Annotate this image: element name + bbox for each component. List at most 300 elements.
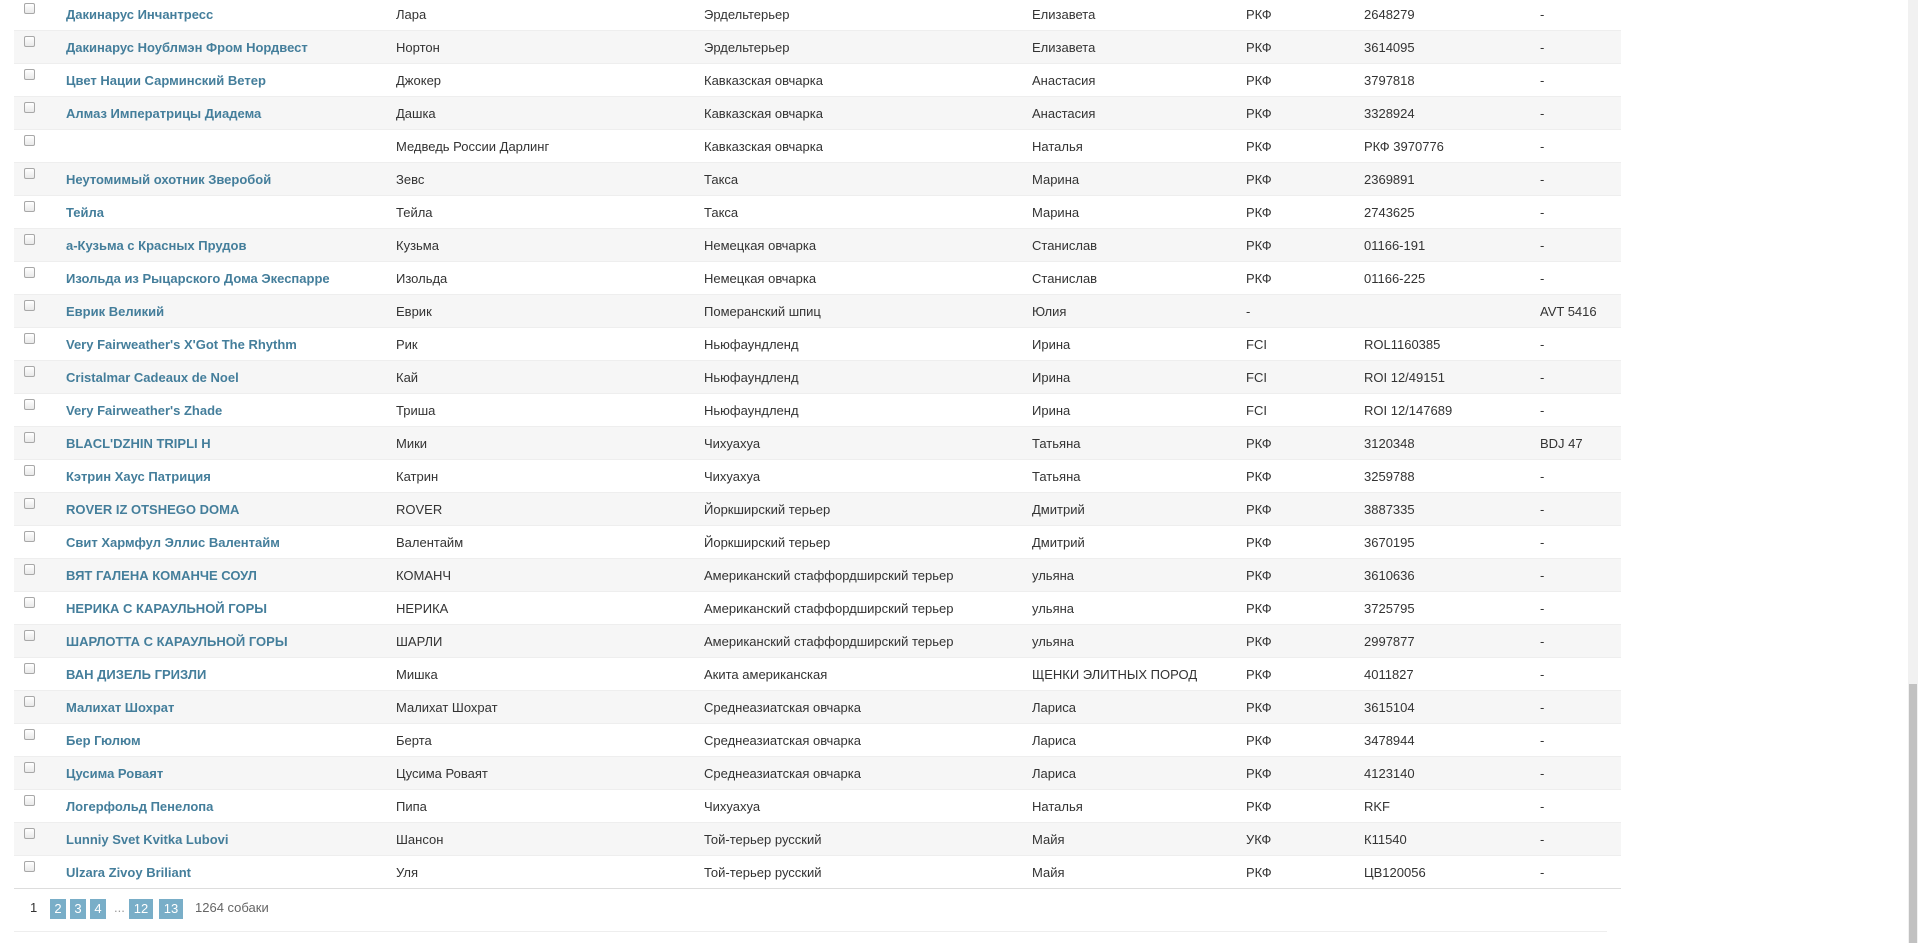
dog-name-link[interactable]: ВЯТ ГАЛЕНА КОМАНЧЕ СОУЛ	[66, 567, 257, 583]
dog-owner: Майя	[1032, 823, 1246, 856]
dog-owner: Лариса	[1032, 757, 1246, 790]
dog-chip: -	[1540, 658, 1621, 691]
dog-name-link[interactable]: ROVER IZ OTSHEGO DOMA	[66, 501, 240, 517]
dog-chip: BDJ 47	[1540, 427, 1621, 460]
dog-organization: РКФ	[1246, 790, 1364, 823]
row-select-checkbox[interactable]	[24, 333, 35, 344]
dog-owner: Ирина	[1032, 394, 1246, 427]
dog-nickname: Мишка	[396, 658, 704, 691]
dog-pedigree-number: 3887335	[1364, 493, 1540, 526]
row-select-cell	[14, 328, 66, 361]
dog-organization: РКФ	[1246, 97, 1364, 130]
dog-nickname: Нортон	[396, 31, 704, 64]
table-row	[14, 493, 1621, 526]
dog-organization: FCI	[1246, 361, 1364, 394]
dog-chip: -	[1540, 394, 1621, 427]
dog-nickname: Кузьма	[396, 229, 704, 262]
row-select-cell	[14, 724, 66, 757]
row-select-checkbox[interactable]	[24, 861, 35, 872]
row-select-cell	[14, 757, 66, 790]
page-link-2[interactable]: 2	[50, 899, 66, 919]
vertical-scrollbar[interactable]	[1908, 0, 1918, 943]
dog-breed: Чихуахуа	[704, 460, 1032, 493]
dog-chip: -	[1540, 625, 1621, 658]
dog-pedigree-number: 3259788	[1364, 460, 1540, 493]
dog-nickname: Медведь России Дарлинг	[396, 130, 704, 163]
table-row	[14, 262, 1621, 295]
dog-nickname: Пипа	[396, 790, 704, 823]
result-count: 1264 собаки	[195, 900, 269, 915]
dog-name-cell	[66, 394, 396, 427]
dog-chip: -	[1540, 559, 1621, 592]
dog-owner: Майя	[1032, 856, 1246, 889]
dog-pedigree-number: 01166-225	[1364, 262, 1540, 295]
dog-organization: FCI	[1246, 394, 1364, 427]
row-select-checkbox[interactable]	[24, 762, 35, 773]
row-select-checkbox[interactable]	[24, 795, 35, 806]
dog-owner: ульяна	[1032, 559, 1246, 592]
dog-owner: Наталья	[1032, 130, 1246, 163]
dog-owner: Наталья	[1032, 790, 1246, 823]
dog-organization: РКФ	[1246, 163, 1364, 196]
dog-name-link[interactable]: Ulzara Zivoy Briliant	[66, 864, 191, 880]
row-select-cell	[14, 460, 66, 493]
row-select-checkbox[interactable]	[24, 168, 35, 179]
dog-organization: -	[1246, 295, 1364, 328]
table-row	[14, 691, 1621, 724]
dog-owner: Лариса	[1032, 691, 1246, 724]
row-select-cell	[14, 130, 66, 163]
dog-nickname: Шансон	[396, 823, 704, 856]
dog-chip: -	[1540, 64, 1621, 97]
dog-name-link[interactable]: Изольда из Рыцарского Дома Экеспарре	[66, 270, 330, 286]
dog-chip: -	[1540, 328, 1621, 361]
dog-name-link[interactable]: Логерфольд Пенелопа	[66, 798, 214, 814]
dog-nickname: КОМАНЧ	[396, 559, 704, 592]
dog-name-link[interactable]: Very Fairweather's Zhade	[66, 402, 223, 418]
row-select-cell	[14, 559, 66, 592]
dog-breed: Чихуахуа	[704, 427, 1032, 460]
dog-nickname: Мики	[396, 427, 704, 460]
dog-name-link[interactable]: Дакинарус Инчантресс	[66, 6, 214, 22]
dog-name-link[interactable]: Цусима Роваят	[66, 765, 164, 781]
dog-chip: -	[1540, 757, 1621, 790]
table-row	[14, 295, 1621, 328]
dog-nickname: Джокер	[396, 64, 704, 97]
dog-pedigree-number: 3725795	[1364, 592, 1540, 625]
dog-pedigree-number: 3478944	[1364, 724, 1540, 757]
dog-chip: -	[1540, 262, 1621, 295]
table-row	[14, 64, 1621, 97]
dog-name-link[interactable]: Неутомимый охотник Зверобой	[66, 171, 272, 187]
dog-chip: -	[1540, 493, 1621, 526]
dog-name-link[interactable]: Lunniy Svet Kvitka Lubovi	[66, 831, 229, 847]
dog-owner: Юлия	[1032, 295, 1246, 328]
dog-name-cell	[66, 790, 396, 823]
dog-organization: FCI	[1246, 328, 1364, 361]
dog-pedigree-number: 2743625	[1364, 196, 1540, 229]
dog-owner: Елизавета	[1032, 31, 1246, 64]
dog-nickname: Цусима Роваят	[396, 757, 704, 790]
dog-pedigree-number: 3797818	[1364, 64, 1540, 97]
dog-owner: Лариса	[1032, 724, 1246, 757]
dog-pedigree-number: 3614095	[1364, 31, 1540, 64]
dog-owner: Марина	[1032, 196, 1246, 229]
dog-name-link[interactable]: Еврик Великий	[66, 303, 165, 319]
dog-chip: -	[1540, 592, 1621, 625]
dog-organization: РКФ	[1246, 64, 1364, 97]
dog-breed: Эрдельтерьер	[704, 0, 1032, 31]
dog-pedigree-number: 3328924	[1364, 97, 1540, 130]
dog-pedigree-number: ROI 12/147689	[1364, 394, 1540, 427]
row-select-cell	[14, 64, 66, 97]
dog-nickname: Дашка	[396, 97, 704, 130]
dog-name-cell	[66, 559, 396, 592]
row-select-cell	[14, 262, 66, 295]
dog-pedigree-number: 4123140	[1364, 757, 1540, 790]
table-row	[14, 0, 1621, 31]
dog-breed: Среднеазиатская овчарка	[704, 724, 1032, 757]
dog-pedigree-number: 4011827	[1364, 658, 1540, 691]
table-row	[14, 196, 1621, 229]
dog-breed: Померанский шпиц	[704, 295, 1032, 328]
row-select-checkbox[interactable]	[24, 432, 35, 443]
row-select-checkbox[interactable]	[24, 300, 35, 311]
dog-breed: Немецкая овчарка	[704, 262, 1032, 295]
dog-organization: РКФ	[1246, 658, 1364, 691]
dog-owner: Ирина	[1032, 361, 1246, 394]
row-select-checkbox[interactable]	[24, 498, 35, 509]
table-row	[14, 724, 1621, 757]
dog-organization: РКФ	[1246, 592, 1364, 625]
dog-name-link[interactable]: Дакинарус Ноублмэн Фром Нордвест	[66, 39, 308, 55]
dog-name-link[interactable]: Бер Гюлюм	[66, 732, 141, 748]
dog-organization: РКФ	[1246, 196, 1364, 229]
dog-name-cell	[66, 757, 396, 790]
dog-organization: РКФ	[1246, 427, 1364, 460]
dog-owner: Анастасия	[1032, 97, 1246, 130]
dog-organization: РКФ	[1246, 526, 1364, 559]
row-select-cell	[14, 823, 66, 856]
table-row	[14, 460, 1621, 493]
dog-organization: РКФ	[1246, 460, 1364, 493]
table-row	[14, 757, 1621, 790]
dog-chip: -	[1540, 163, 1621, 196]
table-row	[14, 625, 1621, 658]
table-row	[14, 97, 1621, 130]
row-select-cell	[14, 295, 66, 328]
row-select-cell	[14, 31, 66, 64]
page-link-3[interactable]: 3	[70, 899, 86, 919]
dog-pedigree-number: 3615104	[1364, 691, 1540, 724]
dog-pedigree-number: ЦВ120056	[1364, 856, 1540, 889]
dog-nickname: Рик	[396, 328, 704, 361]
row-select-checkbox[interactable]	[24, 201, 35, 212]
dog-chip: -	[1540, 460, 1621, 493]
dog-breed: Эрдельтерьер	[704, 31, 1032, 64]
dog-breed: Такса	[704, 196, 1032, 229]
dog-breed: Ньюфаундленд	[704, 361, 1032, 394]
dog-chip: -	[1540, 196, 1621, 229]
dog-name-cell	[66, 658, 396, 691]
dog-chip: -	[1540, 823, 1621, 856]
dog-chip: -	[1540, 0, 1621, 31]
dog-name-link[interactable]: а-Кузьма с Красных Прудов	[66, 237, 247, 253]
dog-nickname: Уля	[396, 856, 704, 889]
dog-name-cell	[66, 724, 396, 757]
dog-organization: РКФ	[1246, 559, 1364, 592]
dog-organization: РКФ	[1246, 757, 1364, 790]
row-select-checkbox[interactable]	[24, 663, 35, 674]
scrollbar-thumb[interactable]	[1909, 684, 1917, 943]
dog-name-link[interactable]: Алмаз Императрицы Диадема	[66, 105, 262, 121]
table-row	[14, 163, 1621, 196]
dog-name-cell	[66, 295, 396, 328]
row-select-cell	[14, 163, 66, 196]
dog-breed: Ньюфаундленд	[704, 328, 1032, 361]
dog-owner: Дмитрий	[1032, 526, 1246, 559]
dog-name-cell	[66, 0, 396, 31]
dog-breed: Той-терьер русский	[704, 856, 1032, 889]
dog-name-cell	[66, 196, 396, 229]
row-select-checkbox[interactable]	[24, 366, 35, 377]
row-select-cell	[14, 394, 66, 427]
table-row	[14, 31, 1621, 64]
dog-owner: Ирина	[1032, 328, 1246, 361]
row-select-checkbox[interactable]	[24, 828, 35, 839]
dog-pedigree-number: 3610636	[1364, 559, 1540, 592]
dog-name-link[interactable]: ШАРЛОТТА С КАРАУЛЬНОЙ ГОРЫ	[66, 633, 288, 649]
dog-breed: Йоркширский терьер	[704, 526, 1032, 559]
dog-organization: УКФ	[1246, 823, 1364, 856]
dog-breed: Той-терьер русский	[704, 823, 1032, 856]
dog-chip: -	[1540, 691, 1621, 724]
dog-name-cell	[66, 823, 396, 856]
dog-chip: -	[1540, 526, 1621, 559]
dog-nickname: Еврик	[396, 295, 704, 328]
row-select-checkbox[interactable]	[24, 102, 35, 113]
dog-nickname: НЕРИКА	[396, 592, 704, 625]
dog-name-cell	[66, 31, 396, 64]
dog-owner: Татьяна	[1032, 427, 1246, 460]
dog-name-cell	[66, 493, 396, 526]
dog-breed: Среднеазиатская овчарка	[704, 691, 1032, 724]
dog-chip: AVT 5416	[1540, 295, 1621, 328]
dog-pedigree-number: ROI 12/49151	[1364, 361, 1540, 394]
row-select-checkbox[interactable]	[24, 630, 35, 641]
row-select-cell	[14, 97, 66, 130]
table-row	[14, 394, 1621, 427]
row-select-checkbox[interactable]	[24, 234, 35, 245]
row-select-cell	[14, 427, 66, 460]
dog-owner: ульяна	[1032, 592, 1246, 625]
row-select-checkbox[interactable]	[24, 69, 35, 80]
dog-chip: -	[1540, 790, 1621, 823]
dog-nickname: Катрин	[396, 460, 704, 493]
dog-breed: Йоркширский терьер	[704, 493, 1032, 526]
dog-breed: Американский стаффордширский терьер	[704, 559, 1032, 592]
dog-name-cell	[66, 625, 396, 658]
dog-pedigree-number: 2648279	[1364, 0, 1540, 31]
dog-owner: Дмитрий	[1032, 493, 1246, 526]
dog-name-cell	[66, 97, 396, 130]
dog-breed: Американский стаффордширский терьер	[704, 625, 1032, 658]
row-select-cell	[14, 0, 66, 31]
dog-pedigree-number: 3120348	[1364, 427, 1540, 460]
dog-owner: Станислав	[1032, 229, 1246, 262]
pagination-ellipsis: ...	[114, 900, 125, 915]
dog-chip: -	[1540, 97, 1621, 130]
dog-organization: РКФ	[1246, 130, 1364, 163]
dog-name-cell	[66, 64, 396, 97]
dog-name-cell	[66, 691, 396, 724]
dog-name-link[interactable]: Малихат Шохрат	[66, 699, 175, 715]
dog-owner: Марина	[1032, 163, 1246, 196]
dog-name-cell	[66, 460, 396, 493]
dog-pedigree-number	[1364, 295, 1540, 328]
row-select-checkbox[interactable]	[24, 135, 35, 146]
table-row	[14, 361, 1621, 394]
row-select-checkbox[interactable]	[24, 3, 35, 14]
table-row	[14, 427, 1621, 460]
table-row	[14, 856, 1621, 889]
dog-owner: Татьяна	[1032, 460, 1246, 493]
dog-name-cell	[66, 526, 396, 559]
results-body	[14, 0, 1621, 889]
row-select-checkbox[interactable]	[24, 36, 35, 47]
table-row	[14, 130, 1621, 163]
row-select-checkbox[interactable]	[24, 597, 35, 608]
table-row	[14, 790, 1621, 823]
row-select-checkbox[interactable]	[24, 399, 35, 410]
dog-pedigree-number: 01166-191	[1364, 229, 1540, 262]
page-link-13[interactable]: 13	[159, 899, 183, 919]
dog-nickname: ШАРЛИ	[396, 625, 704, 658]
dog-organization: РКФ	[1246, 31, 1364, 64]
dog-nickname: Триша	[396, 394, 704, 427]
dog-breed: Ньюфаундленд	[704, 394, 1032, 427]
dog-name-cell	[66, 130, 396, 163]
dog-name-cell	[66, 262, 396, 295]
dog-breed: Такса	[704, 163, 1032, 196]
dog-nickname: Изольда	[396, 262, 704, 295]
row-select-cell	[14, 526, 66, 559]
table-row	[14, 328, 1621, 361]
table-row	[14, 559, 1621, 592]
page-link-12[interactable]: 12	[129, 899, 153, 919]
dog-chip: -	[1540, 229, 1621, 262]
dog-breed: Среднеазиатская овчарка	[704, 757, 1032, 790]
dog-breed: Кавказская овчарка	[704, 64, 1032, 97]
dog-name-link[interactable]: Свит Хармфул Эллис Валентайм	[66, 534, 280, 550]
row-select-checkbox[interactable]	[24, 531, 35, 542]
dog-nickname: ROVER	[396, 493, 704, 526]
dog-name-link[interactable]: Цвет Нации Сарминский Ветер	[66, 72, 266, 88]
dog-organization: РКФ	[1246, 262, 1364, 295]
dog-name-link[interactable]: BLACL'DZHIN TRIPLI H	[66, 435, 211, 451]
page-link-4[interactable]: 4	[90, 899, 106, 919]
dog-name-cell	[66, 427, 396, 460]
dog-nickname: Валентайм	[396, 526, 704, 559]
current-page: 1	[30, 900, 38, 915]
dog-chip: -	[1540, 361, 1621, 394]
dog-nickname: Берта	[396, 724, 704, 757]
dog-owner: Елизавета	[1032, 0, 1246, 31]
dog-organization: РКФ	[1246, 691, 1364, 724]
dog-breed: Кавказская овчарка	[704, 130, 1032, 163]
dog-nickname: Зевс	[396, 163, 704, 196]
row-select-cell	[14, 361, 66, 394]
dog-breed: Американский стаффордширский терьер	[704, 592, 1032, 625]
row-select-cell	[14, 625, 66, 658]
dog-pedigree-number: RKF	[1364, 790, 1540, 823]
dog-pedigree-number: ROL1160385	[1364, 328, 1540, 361]
dog-name-link[interactable]: Very Fairweather's X'Got The Rhythm	[66, 336, 297, 352]
dog-nickname: Лара	[396, 0, 704, 31]
row-select-checkbox[interactable]	[24, 696, 35, 707]
dog-nickname: Кай	[396, 361, 704, 394]
dog-name-cell	[66, 229, 396, 262]
row-select-cell	[14, 229, 66, 262]
dog-name-link[interactable]: НЕРИКА С КАРАУЛЬНОЙ ГОРЫ	[66, 600, 267, 616]
row-select-cell	[14, 493, 66, 526]
dog-name-cell	[66, 856, 396, 889]
dog-organization: РКФ	[1246, 493, 1364, 526]
row-select-checkbox[interactable]	[24, 564, 35, 575]
table-row	[14, 592, 1621, 625]
row-select-cell	[14, 856, 66, 889]
dog-pedigree-number: 2997877	[1364, 625, 1540, 658]
dog-name-cell	[66, 592, 396, 625]
results-table	[14, 0, 1621, 889]
dog-chip: -	[1540, 31, 1621, 64]
table-row	[14, 526, 1621, 559]
table-row	[14, 658, 1621, 691]
dog-organization: РКФ	[1246, 625, 1364, 658]
dog-breed: Немецкая овчарка	[704, 229, 1032, 262]
row-select-cell	[14, 592, 66, 625]
dog-organization: РКФ	[1246, 229, 1364, 262]
dog-owner: Анастасия	[1032, 64, 1246, 97]
dog-name-link[interactable]: Кэтрин Хаус Патриция	[66, 468, 211, 484]
dog-breed: Акита американская	[704, 658, 1032, 691]
dog-name-cell	[66, 361, 396, 394]
dog-breed: Чихуахуа	[704, 790, 1032, 823]
row-select-cell	[14, 790, 66, 823]
dog-owner: ульяна	[1032, 625, 1246, 658]
dog-nickname: Тейла	[396, 196, 704, 229]
row-select-checkbox[interactable]	[24, 465, 35, 476]
dog-organization: РКФ	[1246, 724, 1364, 757]
row-select-cell	[14, 658, 66, 691]
paginator	[14, 889, 1607, 932]
row-select-checkbox[interactable]	[24, 729, 35, 740]
dog-pedigree-number: 2369891	[1364, 163, 1540, 196]
dog-owner: ЩЕНКИ ЭЛИТНЫХ ПОРОД	[1032, 658, 1246, 691]
dog-organization: РКФ	[1246, 0, 1364, 31]
dog-name-link[interactable]: ВАН ДИЗЕЛЬ ГРИЗЛИ	[66, 666, 207, 682]
row-select-checkbox[interactable]	[24, 267, 35, 278]
row-select-cell	[14, 691, 66, 724]
dog-owner: Станислав	[1032, 262, 1246, 295]
dog-chip: -	[1540, 856, 1621, 889]
dog-pedigree-number: 3670195	[1364, 526, 1540, 559]
dog-name-link[interactable]: Тейла	[66, 204, 105, 220]
table-row	[14, 229, 1621, 262]
dog-name-cell	[66, 328, 396, 361]
dog-name-link[interactable]: Cristalmar Cadeaux de Noel	[66, 369, 239, 385]
dog-chip: -	[1540, 724, 1621, 757]
